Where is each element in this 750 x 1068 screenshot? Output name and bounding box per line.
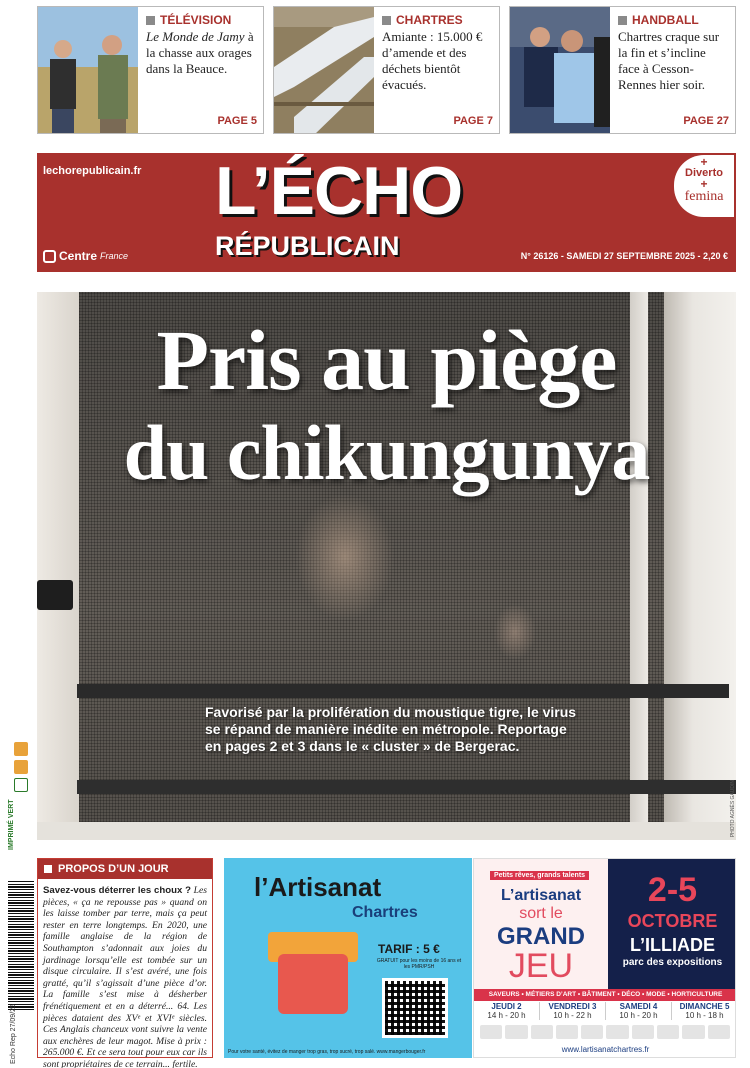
teaser-page-ref: PAGE 27 xyxy=(683,115,729,127)
hero-story[interactable] xyxy=(37,292,736,840)
qr-code-icon[interactable] xyxy=(382,978,448,1038)
imprime-vert-label: IMPRIMÉ VERT xyxy=(8,799,15,850)
propos-text: Savez-vous déterrer les choux ? Les pièces, « ça ne repousse pas » quand on les laisse tomber par terre, mais ça peut rester en terre longtemps. En 2020, une famille anglaise de la région de Southampton s’adonnait aux joies du jardinage lorsqu’elle est tombée sur un disque circulaire. Il s’est avéré, une fois gratté, qu’il s’agissait d’une pièce d’or. La famille s’est mise à désherber frénétiquement et en a déterré... 64. Les pièces dataient des XVᵉ et XVIᵉ siècles. Ces Anglais chanceux vont suivre la vente aux enchères de leur magot. Mise à prix : 265.000 €. Et ce sera tout pour eux car ils sont propriétaires de ce terrain... fertile. xyxy=(43,885,207,1068)
logo-subtitle: RÉPUBLICAIN xyxy=(215,231,400,261)
headline-line-2: du chikungunya xyxy=(123,409,650,496)
teaser-category: CHARTRES xyxy=(382,13,493,27)
ad-city: Chartres xyxy=(352,904,418,921)
teaser-photo-handball xyxy=(510,7,610,133)
ad-tagline: Petits rêves, grands talents xyxy=(490,871,589,880)
teaser-text: Chartres craque sur la fin et s’incline face à Cesson-Rennes hier soir. xyxy=(618,29,720,92)
publisher-logo: Centre France xyxy=(43,249,128,263)
recycle-icon xyxy=(14,742,28,756)
centre-france-icon xyxy=(43,250,56,263)
ad-line-4: JEU xyxy=(508,947,574,985)
sponsor-logos xyxy=(480,1025,730,1039)
teaser-photo-jamy xyxy=(38,7,138,133)
ad-venue: L’ILLIADE xyxy=(630,935,715,955)
headline-line-1: Pris au piège xyxy=(156,312,617,408)
schedule-day: VENDREDI 3 10 h - 22 h xyxy=(540,1002,606,1020)
schedule-day: SAMEDI 4 10 h - 20 h xyxy=(606,1002,672,1020)
teaser-page-ref: PAGE 7 xyxy=(453,115,493,127)
ad-venue-sub: parc des expositions xyxy=(622,957,723,968)
teaser-text: Le Monde de Jamy à la chasse aux orages dans la Beauce. xyxy=(146,29,254,76)
edition-code: Echo Rep 27/09/25 xyxy=(10,1004,17,1064)
schedule-day: JEUDI 2 14 h - 20 h xyxy=(474,1002,540,1020)
masthead xyxy=(37,153,736,272)
teaser-handball[interactable] xyxy=(509,6,736,134)
ad-price: TARIF : 5 € xyxy=(378,942,440,956)
photo-credit: PHOTO AGNÈS GAUDIN xyxy=(730,780,736,838)
ad-price-note: GRATUIT pour les moins de 16 ans et les PMR/PSH xyxy=(376,958,462,970)
teaser-text: Amiante : 15.000 € d’amende et des déchets bientôt évacués. xyxy=(382,29,483,92)
site-url[interactable]: lechorepublicain.fr xyxy=(43,165,142,177)
pefc-icon xyxy=(14,778,28,792)
schedule-day: DIMANCHE 5 10 h - 18 h xyxy=(679,1002,730,1020)
logo-title: L’ÉCHO xyxy=(215,153,463,229)
ad-url[interactable]: www.lartisanatchartres.fr xyxy=(561,1045,650,1054)
ad-categories: SAVEURS • MÉTIERS D’ART • BÂTIMENT • DÉCO • MODE • HORTICULTURE xyxy=(474,989,736,1001)
ad-month: OCTOBRE xyxy=(627,911,718,931)
ad-schedule xyxy=(474,1002,736,1020)
ad-title: l’Artisanat xyxy=(254,872,382,902)
window-latch xyxy=(37,580,73,610)
ad-line-3: GRAND xyxy=(497,923,585,950)
ad-health-notice: Pour votre santé, évitez de manger trop gras, trop sucré, trop salé. www.mangerbouger.fr xyxy=(228,1049,426,1055)
supplement-diverto: Diverto xyxy=(685,167,723,179)
propos-header: PROPOS D’UN JOUR xyxy=(38,859,212,879)
supplement-femina: femina xyxy=(684,189,724,204)
info-icon xyxy=(14,760,28,774)
teaser-category: HANDBALL xyxy=(618,13,729,27)
teaser-television[interactable] xyxy=(37,6,264,134)
teaser-chartres[interactable] xyxy=(273,6,500,134)
ad-artisanat-chartres[interactable] xyxy=(224,858,472,1058)
gift-icon xyxy=(278,954,348,1014)
teaser-category: TÉLÉVISION xyxy=(146,13,257,27)
teaser-photo-amiante xyxy=(274,7,374,133)
ad-line-2: sort le xyxy=(519,905,563,922)
ad-grand-jeu[interactable] xyxy=(473,858,736,1058)
barcode xyxy=(8,880,34,1010)
propos-column[interactable] xyxy=(37,858,213,1068)
supplement-badge: + Diverto + femina xyxy=(674,155,734,217)
hero-lede: Favorisé par la prolifération du moustique tigre, le virus se répand de manière inédite en métropole. Reportage en pages 2 et 3 dans le « cluster » de Bergerac. xyxy=(205,704,577,754)
issue-info: N° 26126 - SAMEDI 27 SEPTEMBRE 2025 - 2,20 € xyxy=(520,251,728,261)
ad-dates: 2-5 xyxy=(647,871,698,909)
teaser-page-ref: PAGE 5 xyxy=(217,115,257,127)
ad-line-1: L’artisanat xyxy=(500,887,582,904)
rail-icons xyxy=(14,742,32,796)
